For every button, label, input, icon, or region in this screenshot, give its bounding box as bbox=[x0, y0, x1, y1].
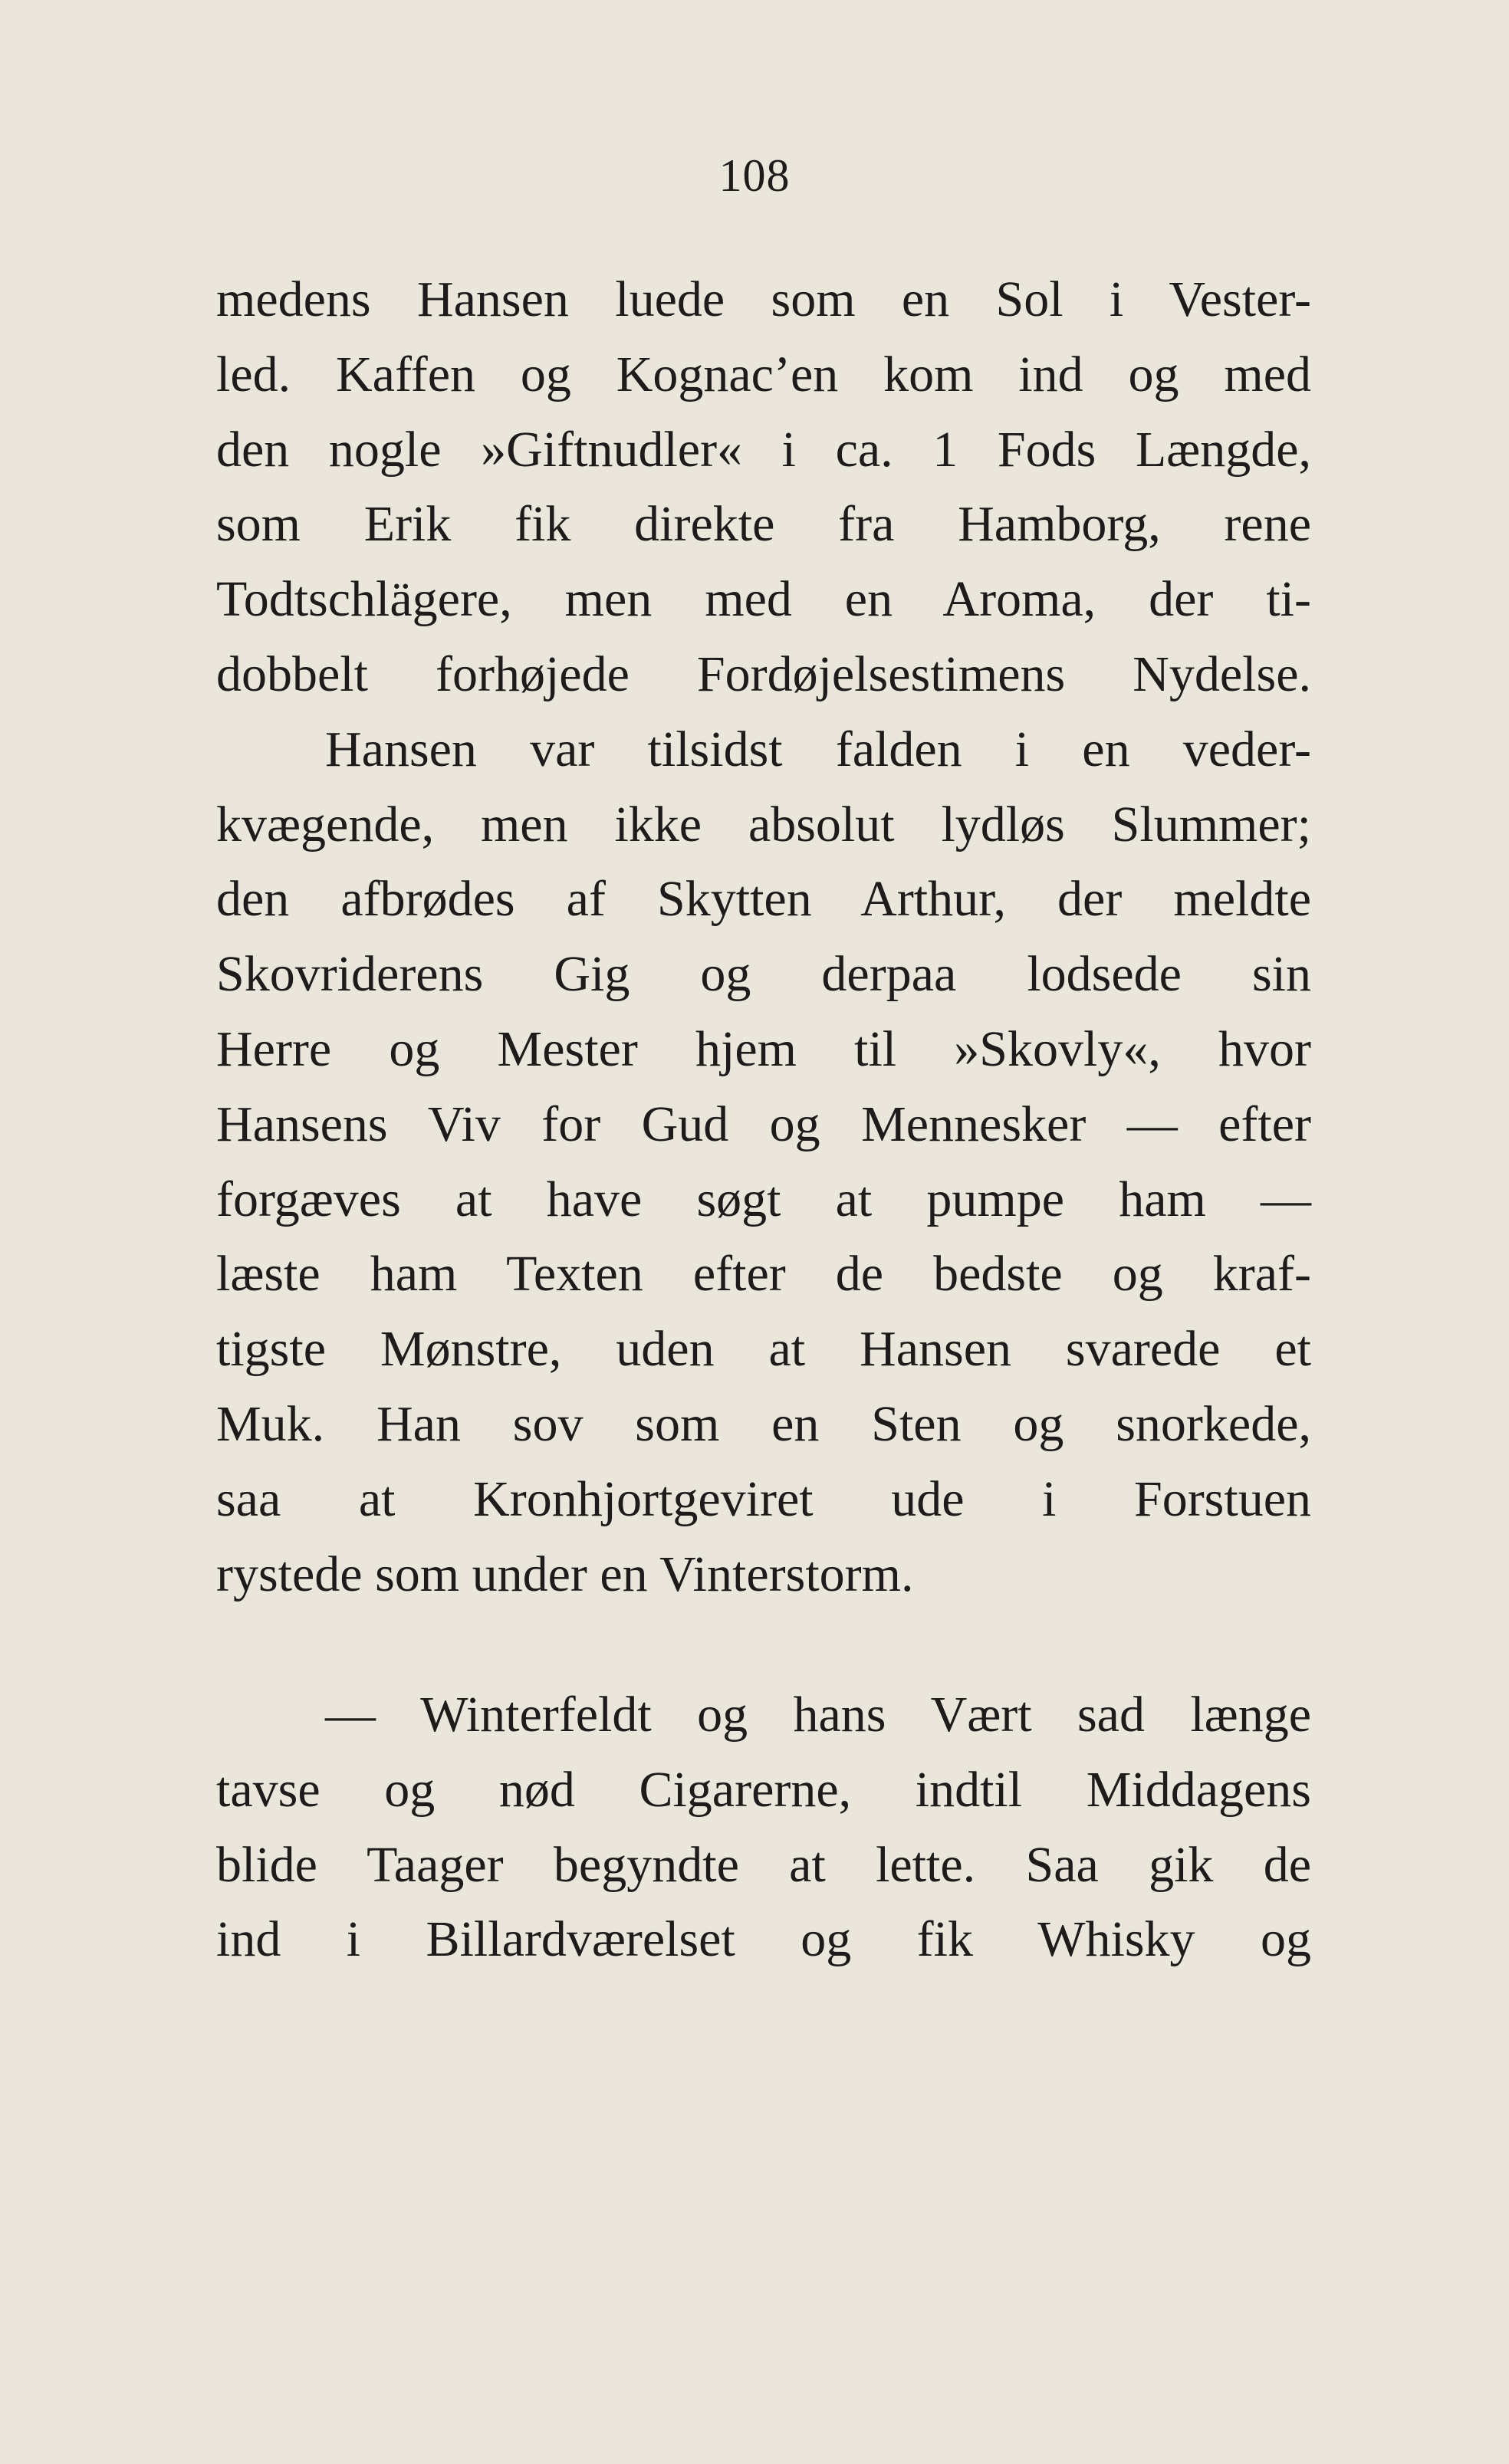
text-line: som Erik fik direkte fra Hamborg, rene bbox=[216, 496, 1311, 553]
text-line: Hansens Viv for Gud og Mennesker — efter bbox=[216, 1096, 1311, 1152]
page-number: 108 bbox=[718, 150, 791, 201]
text-line: ind i Billardværelset og fik Whisky og bbox=[216, 1911, 1311, 1968]
text-line: Todtschlägere, men med en Aroma, der ti- bbox=[216, 571, 1311, 628]
text-line: saa at Kronhjortgeviret ude i Forstuen bbox=[216, 1470, 1311, 1527]
paragraph-1 bbox=[216, 262, 1311, 1611]
text-line: forgæves at have søgt at pumpe ham — bbox=[216, 1171, 1311, 1227]
paragraph-2 bbox=[216, 1677, 1311, 1977]
text-line: medens Hansen luede som en Sol i Vester- bbox=[216, 271, 1311, 327]
text-line: kvægende, men ikke absolut lydløs Slummer; bbox=[216, 796, 1311, 853]
text-line: blide Taager begyndte at lette. Saa gik de bbox=[216, 1836, 1311, 1893]
text-line: læste ham Texten efter de bedste og kraf- bbox=[216, 1246, 1311, 1303]
text-line: rystede som under en Vinterstorm. bbox=[216, 1546, 914, 1602]
text-line: den nogle »Giftnudler« i ca. 1 Fods Længde, bbox=[216, 421, 1311, 478]
text-line: — Winterfeldt og hans Vært sad længe bbox=[325, 1687, 1311, 1743]
text-line: Skovriderens Gig og derpaa lodsede sin bbox=[216, 946, 1311, 1003]
text-line: Herre og Mester hjem til »Skovly«, hvor bbox=[216, 1020, 1311, 1077]
text-line: Muk. Han sov som en Sten og snorkede, bbox=[216, 1395, 1311, 1452]
text-line: Hansen var tilsidst falden i en veder- bbox=[325, 721, 1311, 777]
text-line: den afbrødes af Skytten Arthur, der meldte bbox=[216, 871, 1311, 928]
text-line: tigste Mønstre, uden at Hansen svarede et bbox=[216, 1321, 1311, 1378]
text-line: tavse og nød Cigarerne, indtil Middagens bbox=[216, 1761, 1311, 1818]
text-line: dobbelt forhøjede Fordøjelsestimens Nydelse. bbox=[216, 646, 1311, 702]
text-line: led. Kaffen og Kognac’en kom ind og med bbox=[216, 346, 1311, 402]
